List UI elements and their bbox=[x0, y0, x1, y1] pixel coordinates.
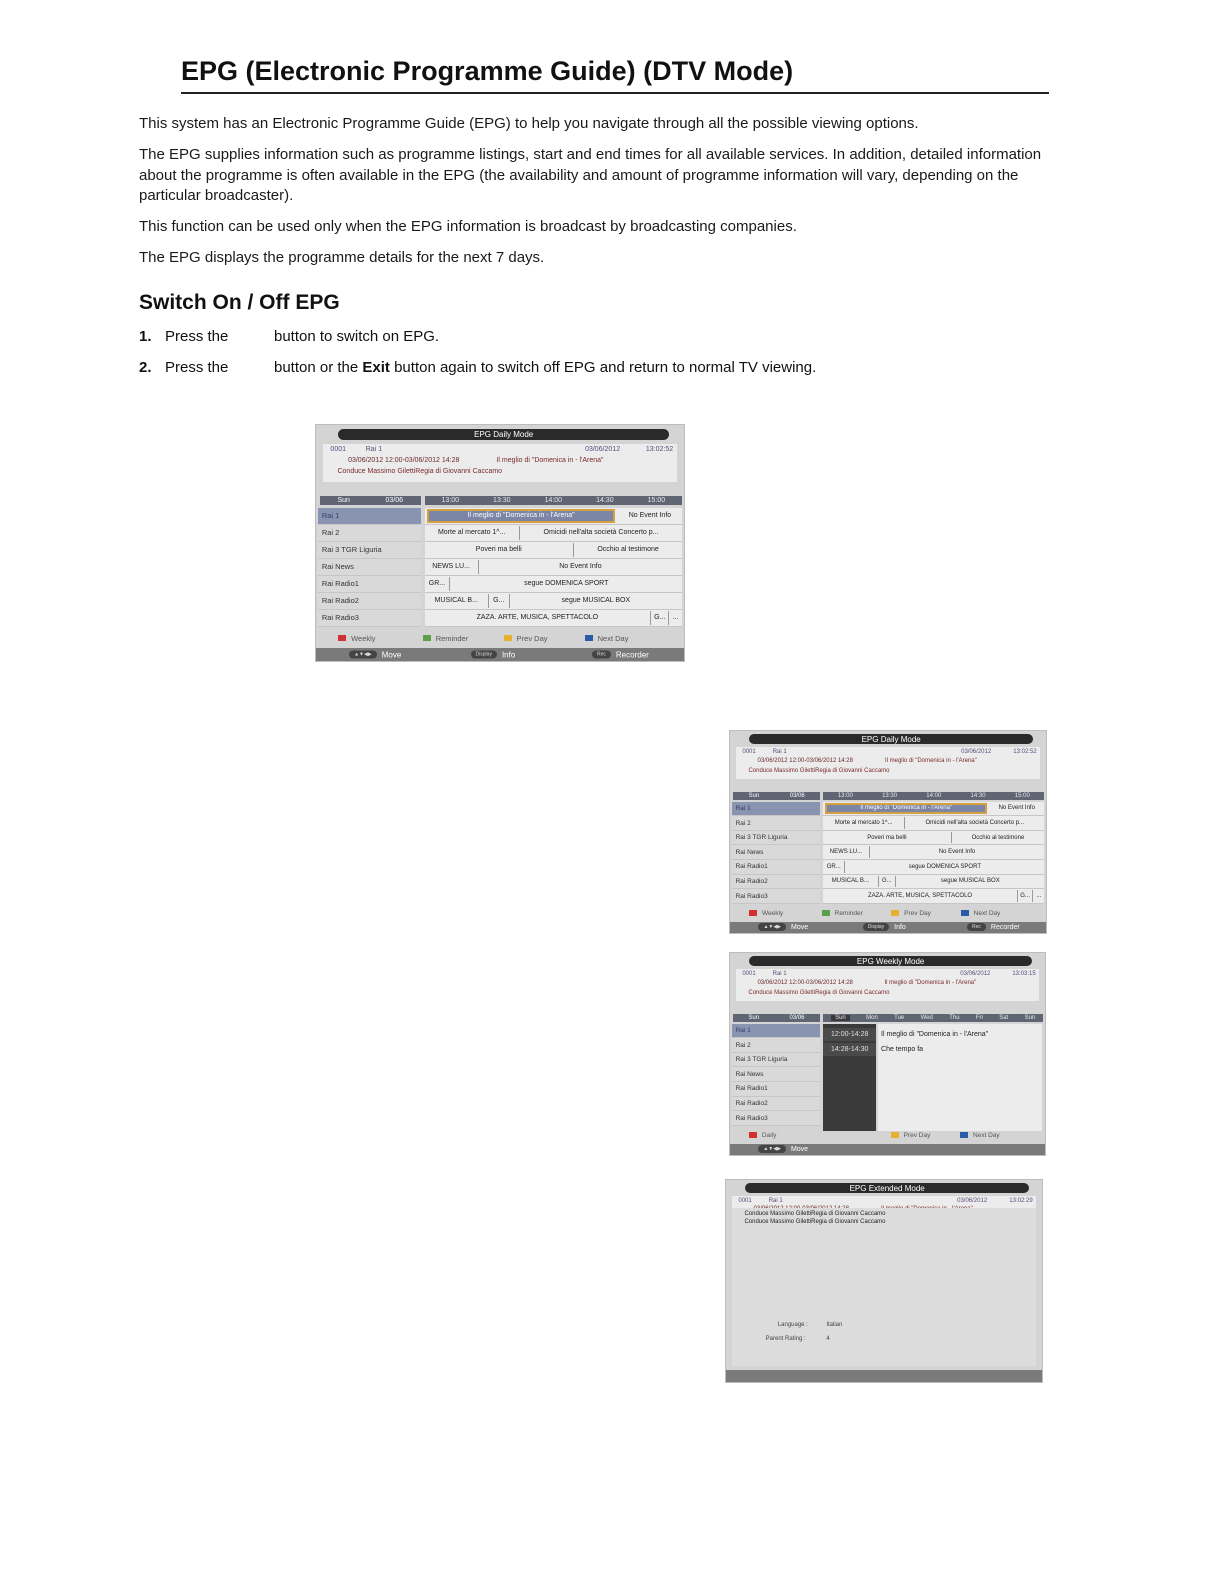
program-cell[interactable]: G... bbox=[489, 594, 510, 608]
channel-list bbox=[732, 802, 820, 904]
channel-row[interactable]: Rai News bbox=[732, 1067, 820, 1082]
channel-list bbox=[732, 1024, 820, 1126]
channel-row[interactable]: Rai 2 bbox=[732, 1038, 820, 1053]
channel-row[interactable]: Rai Radio3 bbox=[732, 1111, 820, 1126]
nav-recorder bbox=[592, 650, 649, 659]
legend-prev-day[interactable] bbox=[504, 634, 548, 643]
step-text-pre: Press the bbox=[165, 328, 229, 345]
week-day-tab[interactable]: Thu bbox=[949, 1014, 960, 1021]
step-number: 1. bbox=[139, 328, 152, 345]
program-cell[interactable]: GR... bbox=[425, 577, 451, 591]
grid-row bbox=[823, 816, 1044, 831]
epg-title-bar: EPG Daily Mode bbox=[749, 734, 1033, 744]
program-cell[interactable]: Occhio al testimone bbox=[597, 546, 659, 554]
current-time: 13:02:52 bbox=[645, 445, 674, 453]
current-date: 03/06/2012 bbox=[961, 749, 992, 756]
nav-label: Move bbox=[790, 1145, 809, 1153]
time-slot: 14:30 bbox=[596, 497, 614, 505]
channel-name: Rai 1 bbox=[768, 1198, 783, 1205]
channel-number: 0001 bbox=[330, 445, 346, 453]
program-cell[interactable]: segue DOMENICA SPORT bbox=[524, 580, 609, 588]
language-label: Language : bbox=[777, 1321, 808, 1328]
program-cell[interactable]: ... bbox=[672, 614, 679, 622]
program-cell[interactable]: Occhio al testimone bbox=[971, 834, 1025, 841]
program-description: Conduce Massimo GilettiRegia di Giovanni Caccamo bbox=[748, 767, 890, 774]
program-cell[interactable]: Poveri ma belli bbox=[425, 543, 574, 557]
program-cell[interactable]: Morte al mercato 1^... bbox=[425, 526, 520, 540]
extended-description-panel bbox=[732, 1208, 1035, 1366]
legend-weekly[interactable] bbox=[338, 634, 375, 643]
channel-name: Rai 1 bbox=[365, 445, 383, 453]
week-day-tab[interactable]: Wed bbox=[920, 1014, 933, 1021]
week-days-header bbox=[823, 1014, 1044, 1022]
day-header bbox=[733, 1014, 820, 1022]
nav-move bbox=[758, 1145, 808, 1153]
time-slot: 13:30 bbox=[882, 792, 898, 799]
epg-info-header bbox=[736, 747, 1039, 779]
intro-paragraph: This system has an Electronic Programme Guide (EPG) to help you navigate through all the possible viewing options. bbox=[139, 115, 919, 132]
time-slot: 14:00 bbox=[544, 497, 563, 505]
program-cell[interactable]: No Event Info bbox=[628, 512, 672, 520]
current-date: 03/06/2012 bbox=[585, 445, 621, 453]
display-key-icon: Display bbox=[471, 651, 497, 659]
nav-bar bbox=[316, 648, 684, 661]
rec-key-icon: Rec bbox=[592, 651, 611, 659]
channel-row[interactable]: Rai 3 TGR Liguria bbox=[732, 831, 820, 846]
rec-key-icon: Rec bbox=[967, 923, 986, 931]
program-cell[interactable]: Omicidi nell'alta società Concerto p... bbox=[925, 820, 1024, 827]
time-slot: 14:00 bbox=[926, 792, 942, 799]
program-cell[interactable]: No Event Info bbox=[938, 849, 976, 856]
green-key-icon bbox=[423, 635, 431, 641]
legend-label: Prev Day bbox=[904, 909, 931, 917]
rating-label: Parent Rating : bbox=[765, 1335, 806, 1342]
legend-label: Reminder bbox=[834, 909, 863, 917]
program-cell[interactable]: Omicidi nell'alta società Concerto p... bbox=[543, 529, 659, 537]
current-date: 03/06/2012 bbox=[957, 1198, 988, 1205]
nav-label: Info bbox=[894, 923, 906, 931]
grid-row bbox=[823, 875, 1044, 890]
grid-row bbox=[823, 802, 1044, 817]
nav-info bbox=[471, 650, 516, 659]
program-title: Il meglio di "Domenica in - l'Arena" bbox=[496, 457, 604, 465]
day-date: 03/06 bbox=[789, 1014, 805, 1021]
program-cell[interactable]: Morte al mercato 1^... bbox=[823, 817, 905, 829]
info-paragraph: The EPG supplies information such as programme listings, start and end times for all available services. In addition, detailed information about the programme is often available in the EPG (the availability and amount of programme information will vary, depending on the particular broadcaster). bbox=[139, 146, 1042, 204]
slot-program[interactable]: Il meglio di "Domenica in - l'Arena" bbox=[878, 1028, 1042, 1041]
yellow-key-icon bbox=[504, 635, 512, 641]
channel-row[interactable]: Rai 2 bbox=[732, 816, 820, 831]
channel-row[interactable]: Rai News bbox=[318, 559, 421, 576]
program-cell[interactable]: Poveri ma belli bbox=[823, 832, 951, 844]
program-grid bbox=[425, 508, 683, 627]
day-date: 03/06 bbox=[789, 792, 805, 799]
channel-number: 0001 bbox=[742, 971, 756, 978]
step-text-post: button to switch on EPG. bbox=[274, 328, 440, 345]
program-cell[interactable]: G... bbox=[651, 611, 669, 625]
nav-label: Recorder bbox=[990, 923, 1020, 931]
grid-row bbox=[425, 576, 683, 593]
yellow-key-icon bbox=[891, 1132, 899, 1138]
nav-label: Info bbox=[501, 650, 516, 660]
channel-row[interactable]: Rai Radio3 bbox=[318, 610, 421, 627]
epg-weekly-screen bbox=[729, 952, 1046, 1156]
grid-row bbox=[425, 542, 683, 559]
description-line: Conduce Massimo GilettiRegia di Giovanni Caccamo bbox=[744, 1211, 886, 1218]
days-paragraph: The EPG displays the programme details for the next 7 days. bbox=[139, 249, 545, 266]
grid-row bbox=[425, 525, 683, 542]
program-description: Conduce Massimo GilettiRegia di Giovanni Caccamo bbox=[337, 468, 503, 476]
program-cell[interactable]: ZAZA. ARTE, MUSICA, SPETTACOLO bbox=[425, 611, 652, 625]
channel-row[interactable]: Rai Radio2 bbox=[732, 875, 820, 890]
channel-row[interactable]: Rai 1 bbox=[732, 1024, 820, 1039]
program-title: Il meglio di "Domenica in - l'Arena" bbox=[884, 980, 977, 987]
nav-label: Recorder bbox=[615, 650, 649, 660]
legend-reminder[interactable] bbox=[822, 910, 863, 917]
page-title: EPG (Electronic Programme Guide) (DTV Mode) bbox=[181, 52, 1049, 94]
program-cell[interactable]: No Event Info bbox=[998, 805, 1035, 812]
rating-value: 4 bbox=[826, 1335, 830, 1342]
channel-row[interactable]: Rai 3 TGR Liguria bbox=[318, 542, 421, 559]
language-value: Italian bbox=[826, 1321, 843, 1328]
time-slot: 13:00 bbox=[837, 792, 853, 799]
channel-name: Rai 1 bbox=[772, 971, 787, 978]
timeline-header bbox=[425, 496, 683, 505]
section-title: Switch On / Off EPG bbox=[139, 291, 340, 314]
current-time: 13:03:15 bbox=[1012, 971, 1036, 978]
channel-row[interactable]: Rai Radio1 bbox=[318, 576, 421, 593]
program-cell[interactable]: Il meglio di "Domenica in - l'Arena" bbox=[427, 509, 615, 523]
current-time: 13:02:29 bbox=[1009, 1198, 1033, 1205]
nav-recorder bbox=[967, 923, 1020, 931]
day-header bbox=[320, 496, 421, 505]
program-cell[interactable]: GR... bbox=[823, 861, 845, 873]
epg-info-header bbox=[323, 444, 676, 482]
channel-list bbox=[318, 508, 421, 627]
legend-weekly[interactable] bbox=[749, 910, 783, 917]
legend-label: Next Day bbox=[973, 909, 1001, 917]
program-description: Conduce Massimo GilettiRegia di Giovanni Caccamo bbox=[748, 989, 890, 996]
red-key-icon bbox=[338, 635, 346, 641]
channel-row[interactable]: Rai 1 bbox=[318, 508, 421, 525]
blue-key-icon bbox=[960, 1132, 968, 1138]
day-header bbox=[733, 792, 820, 800]
legend-label: Prev Day bbox=[516, 633, 548, 643]
green-key-icon bbox=[822, 910, 830, 916]
program-cell[interactable]: G... bbox=[879, 876, 897, 888]
day-date: 03/06 bbox=[385, 497, 404, 505]
nav-bar bbox=[726, 1370, 1042, 1382]
slot-program[interactable]: Che tempo fa bbox=[878, 1043, 1042, 1056]
grid-row bbox=[425, 508, 683, 525]
display-key-icon: Display bbox=[863, 923, 889, 931]
program-time-range: 03/06/2012 12:00-03/06/2012 14:28 bbox=[348, 457, 460, 465]
arrow-keys-icon: ▲▼◀▶ bbox=[758, 923, 786, 931]
channel-number: 0001 bbox=[738, 1198, 752, 1205]
broadcast-paragraph: This function can be used only when the EPG information is broadcast by broadcasting companies. bbox=[139, 218, 797, 235]
grid-row bbox=[823, 860, 1044, 875]
channel-name: Rai 1 bbox=[772, 749, 787, 756]
program-cell[interactable]: NEWS LU... bbox=[823, 846, 869, 858]
step-text-b: button again to switch off EPG and return to normal TV viewing. bbox=[389, 359, 817, 376]
epg-info-header bbox=[736, 969, 1038, 1001]
epg-daily-screen-small bbox=[729, 730, 1047, 934]
legend-label: Reminder bbox=[435, 633, 469, 643]
grid-row bbox=[823, 889, 1044, 904]
grid-row bbox=[425, 559, 683, 576]
blue-key-icon bbox=[961, 910, 969, 916]
legend-prev-day[interactable] bbox=[891, 1132, 931, 1139]
program-title: Il meglio di "Domenica in - l'Arena" bbox=[884, 758, 977, 765]
program-grid bbox=[823, 802, 1044, 904]
slot-time[interactable]: 14:28-14:30 bbox=[823, 1043, 877, 1056]
time-slot: 13:30 bbox=[493, 497, 511, 505]
legend-next-day[interactable] bbox=[585, 634, 629, 643]
legend-reminder[interactable] bbox=[423, 634, 469, 643]
week-day-tab[interactable]: Sat bbox=[999, 1014, 1009, 1021]
legend-next-day[interactable] bbox=[960, 1132, 1000, 1139]
epg-extended-screen bbox=[725, 1179, 1043, 1383]
channel-row[interactable]: Rai 3 TGR Liguria bbox=[732, 1053, 820, 1068]
legend-label: Daily bbox=[761, 1131, 777, 1139]
program-cell[interactable]: ... bbox=[1036, 893, 1042, 900]
time-slot: 15:00 bbox=[1014, 792, 1030, 799]
program-time-range: 03/06/2012 12:00-03/06/2012 14:28 bbox=[757, 758, 853, 765]
slot-time[interactable]: 12:00-14:28 bbox=[823, 1028, 877, 1041]
day-name: Sun bbox=[337, 497, 350, 505]
yellow-key-icon bbox=[891, 910, 899, 916]
program-cell[interactable]: segue MUSICAL BOX bbox=[940, 878, 1000, 885]
color-key-legend bbox=[730, 1132, 1045, 1142]
epg-daily-screen-large bbox=[315, 424, 685, 662]
grid-row bbox=[823, 845, 1044, 860]
step-text-pre: Press the bbox=[165, 359, 229, 376]
day-name: Sun bbox=[748, 792, 760, 799]
nav-move bbox=[349, 650, 401, 659]
blue-key-icon bbox=[585, 635, 593, 641]
channel-row[interactable]: Rai Radio3 bbox=[732, 889, 820, 904]
legend-label: Weekly bbox=[761, 909, 784, 917]
program-cell[interactable]: NEWS LU... bbox=[425, 560, 479, 574]
description-line: Conduce Massimo GilettiRegia di Giovanni Caccamo bbox=[744, 1219, 886, 1226]
nav-move bbox=[758, 923, 808, 931]
color-key-legend bbox=[730, 910, 1046, 920]
red-key-icon bbox=[749, 910, 757, 916]
channel-row[interactable]: Rai Radio2 bbox=[318, 593, 421, 610]
legend-label: Prev Day bbox=[903, 1131, 931, 1139]
exit-button-label: Exit bbox=[362, 359, 390, 376]
channel-row[interactable]: Rai 1 bbox=[732, 802, 820, 817]
program-cell[interactable]: MUSICAL B... bbox=[823, 876, 878, 888]
grid-row bbox=[425, 610, 683, 627]
color-key-legend bbox=[316, 634, 684, 646]
step-2 bbox=[139, 358, 1039, 380]
nav-label: Move bbox=[381, 650, 402, 660]
week-day-tab[interactable]: Sun bbox=[831, 1015, 850, 1021]
program-cell[interactable]: No Event Info bbox=[559, 563, 602, 571]
current-time: 13:02:52 bbox=[1013, 749, 1037, 756]
legend-prev-day[interactable] bbox=[891, 910, 931, 917]
channel-number: 0001 bbox=[742, 749, 756, 756]
channel-row[interactable]: Rai Radio1 bbox=[732, 860, 820, 875]
program-cell[interactable]: segue DOMENICA SPORT bbox=[908, 863, 981, 870]
epg-title-bar: EPG Weekly Mode bbox=[749, 956, 1033, 966]
grid-row bbox=[823, 831, 1044, 846]
program-cell[interactable]: ZAZA. ARTE, MUSICA, SPETTACOLO bbox=[823, 890, 1018, 902]
epg-title-bar: EPG Extended Mode bbox=[745, 1183, 1029, 1193]
week-day-tab[interactable]: Fri bbox=[975, 1014, 983, 1021]
time-slot: 14:30 bbox=[970, 792, 986, 799]
program-time-range: 03/06/2012 12:00-03/06/2012 14:28 bbox=[757, 980, 853, 987]
program-cell[interactable]: Il meglio di "Domenica in - l'Arena" bbox=[825, 803, 986, 815]
channel-row[interactable]: Rai 2 bbox=[318, 525, 421, 542]
red-key-icon bbox=[749, 1132, 757, 1138]
epg-title-bar: EPG Daily Mode bbox=[338, 429, 669, 441]
current-date: 03/06/2012 bbox=[960, 971, 991, 978]
grid-row bbox=[425, 593, 683, 610]
legend-label: Next Day bbox=[597, 633, 629, 643]
legend-label: Weekly bbox=[351, 633, 376, 643]
program-cell[interactable]: segue MUSICAL BOX bbox=[561, 597, 631, 605]
step-number: 2. bbox=[139, 359, 152, 376]
arrow-keys-icon: ▲▼◀▶ bbox=[758, 1145, 786, 1153]
step-1 bbox=[139, 327, 1039, 349]
arrow-keys-icon: ▲▼◀▶ bbox=[349, 651, 377, 659]
timeline-header bbox=[823, 792, 1044, 800]
program-cell[interactable]: MUSICAL B... bbox=[425, 594, 489, 608]
nav-bar bbox=[730, 922, 1046, 933]
legend-label: Next Day bbox=[972, 1131, 1000, 1139]
time-slot: 15:00 bbox=[647, 497, 666, 505]
nav-label: Move bbox=[791, 923, 809, 931]
week-day-tab[interactable]: Tue bbox=[894, 1014, 905, 1021]
channel-row[interactable]: Rai Radio1 bbox=[732, 1082, 820, 1097]
nav-bar bbox=[730, 1144, 1045, 1155]
week-day-tab[interactable]: Mon bbox=[866, 1014, 878, 1021]
day-name: Sun bbox=[748, 1014, 760, 1021]
week-day-tab[interactable]: Sun bbox=[1024, 1014, 1036, 1021]
time-slot: 13:00 bbox=[441, 497, 460, 505]
step-text-post bbox=[274, 358, 816, 378]
step-text-a: button or the bbox=[274, 359, 363, 376]
legend-daily[interactable] bbox=[749, 1132, 776, 1139]
channel-row[interactable]: Rai News bbox=[732, 845, 820, 860]
program-cell[interactable]: G... bbox=[1018, 890, 1033, 902]
channel-row[interactable]: Rai Radio2 bbox=[732, 1097, 820, 1112]
nav-info bbox=[863, 923, 906, 931]
legend-next-day[interactable] bbox=[961, 910, 1001, 917]
